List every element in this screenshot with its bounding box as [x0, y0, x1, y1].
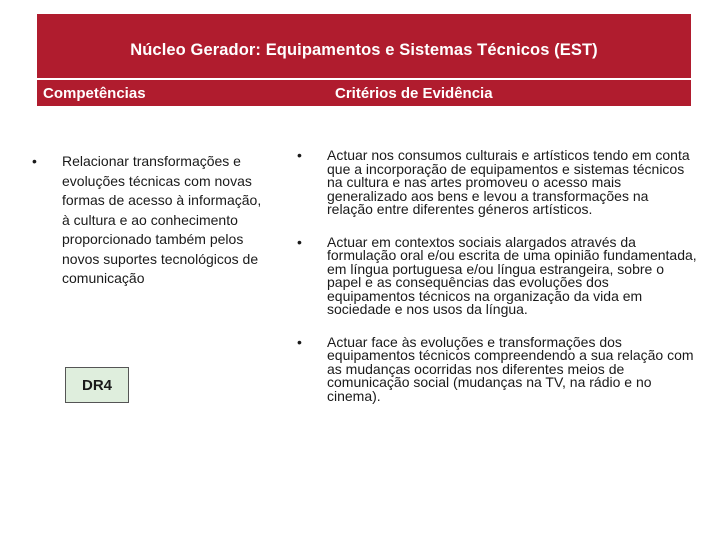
dr4-badge — [65, 367, 129, 403]
criterio-text: Actuar em contextos sociais alargados através da formulação oral e/ou escrita de uma opinião fundamentada, em língua portuguesa e/ou língua estrangeira, sobre o papel e as consequências das evoluções dos equipamentos técnicos na organização da vida em sociedade e nos usos da língua. — [327, 233, 697, 317]
bullet-icon: • — [297, 147, 302, 163]
list-item — [27, 152, 272, 289]
list-item — [292, 233, 698, 317]
competencias-list — [27, 152, 272, 289]
dr4-badge-label: DR4 — [81, 376, 112, 394]
criterio-text: Actuar nos consumos culturais e artísticos tendo em conta que a incorporação de equipamentos e sistemas técnicos na cultura e nas artes promoveu o acesso mais generalizado aos bens e levou a transformações na relação entre diferentes géneros artísticos. — [327, 147, 690, 217]
competencia-text: Relacionar transformações e evoluções técnicas com novas formas de acesso à informação, à cultura e ao conhecimento proporcionado também pelos novos suportes tecnológicos de comunicação — [62, 153, 262, 286]
page-title: Núcleo Gerador: Equipamentos e Sistemas Técnicos (EST) — [130, 40, 598, 59]
criterio-text: Actuar face às evoluções e transformações dos equipamentos técnicos compreendendo a sua relação com as mudanças ocorridas nos diferentes meios de comunicação social (mudanças na TV, na rádio e no cinema). — [327, 333, 694, 404]
bullet-icon: • — [297, 233, 302, 250]
title-bar — [37, 14, 691, 78]
criterios-header: Critérios de Evidência — [335, 85, 493, 102]
bullet-icon: • — [32, 153, 37, 169]
list-item — [292, 149, 698, 217]
list-item — [292, 333, 698, 404]
column-header-bar — [37, 80, 691, 106]
bullet-icon: • — [297, 333, 302, 350]
competencias-header: Competências — [43, 85, 146, 102]
criterios-list — [292, 149, 698, 422]
